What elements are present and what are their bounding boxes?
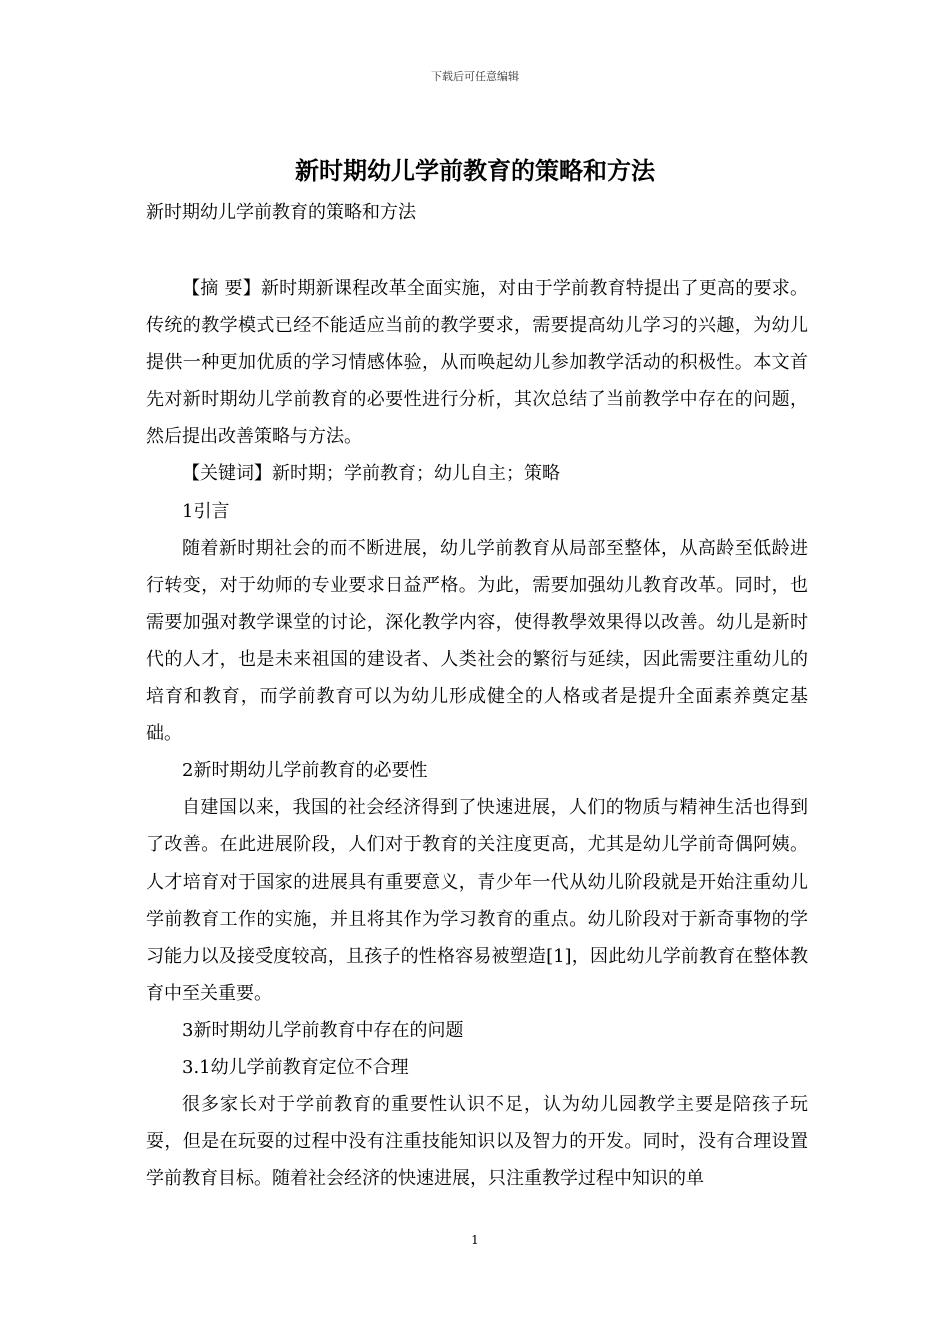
page-number: 1	[471, 1233, 479, 1247]
section-heading-problems: 3新时期幼儿学前教育中存在的问题	[182, 1019, 464, 1041]
introduction-paragraph: 随着新时期社会的而不断进展，幼儿学前教育从局部至整体，从高龄至低龄进行转变，对于幼师的专业要求日益严格。为此，需要加强幼儿教育改革。同时，也需要加强对教学课堂的讨论，深化教学内容，使得教學效果得以改善。幼儿是新时代的人才，也是未来祖国的建设者、人类社会的繁衍与延续，因此需要注重幼儿的培育和教育，而学前教育可以为幼儿形成健全的人格或者是提升全面素养奠定基础。	[146, 537, 808, 745]
positioning-paragraph: 很多家长对于学前教育的重要性认识不足，认为幼儿园教学主要是陪孩子玩耍，但是在玩耍的过程中没有注重技能知识以及智力的开发。同时，没有合理设置学前教育目标。随着社会经济的快速进展，只注重教学过程中知识的单	[146, 1094, 808, 1190]
subsection-heading-positioning: 3.1幼儿学前教育定位不合理	[182, 1056, 409, 1078]
document-title: 新时期幼儿学前教育的策略和方法	[295, 156, 655, 185]
document-subtitle: 新时期幼儿学前教育的策略和方法	[146, 202, 416, 223]
document-body	[146, 270, 808, 1197]
section-heading-necessity: 2新时期幼儿学前教育的必要性	[182, 760, 428, 782]
necessity-paragraph: 自建国以来，我国的社会经济得到了快速进展，人们的物质与精神生活也得到了改善。在此进展阶段，人们对于教育的关注度更高，尤其是幼儿学前奇偶阿姨。人才培育对于国家的进展具有重要意义，青少年一代从幼儿阶段就是开始注重幼儿学前教育工作的实施，并且将其作为学习教育的重点。幼儿阶段对于新奇事物的学习能力以及接受度较高，且孩子的性格容易被塑造[1]，因此幼儿学前教育在整体教育中至关重要。	[146, 797, 808, 1004]
page-header-note: 下载后可任意编辑	[431, 70, 519, 83]
section-heading-introduction: 1引言	[182, 500, 230, 522]
abstract-paragraph: 【摘 要】新时期新课程改革全面实施，对由于学前教育特提出了更高的要求。传统的教学模式已经不能适应当前的教学要求，需要提高幼儿学习的兴趣，为幼儿提供一种更加优质的学习情感体验，从而唤起幼儿参加教学活动的积极性。本文首先对新时期幼儿学前教育的必要性进行分析，其次总结了当前教学中存在的问题，然后提出改善策略与方法。	[146, 278, 808, 448]
keywords-paragraph: 【关键词】新时期；学前教育；幼儿自主；策略	[182, 463, 560, 485]
